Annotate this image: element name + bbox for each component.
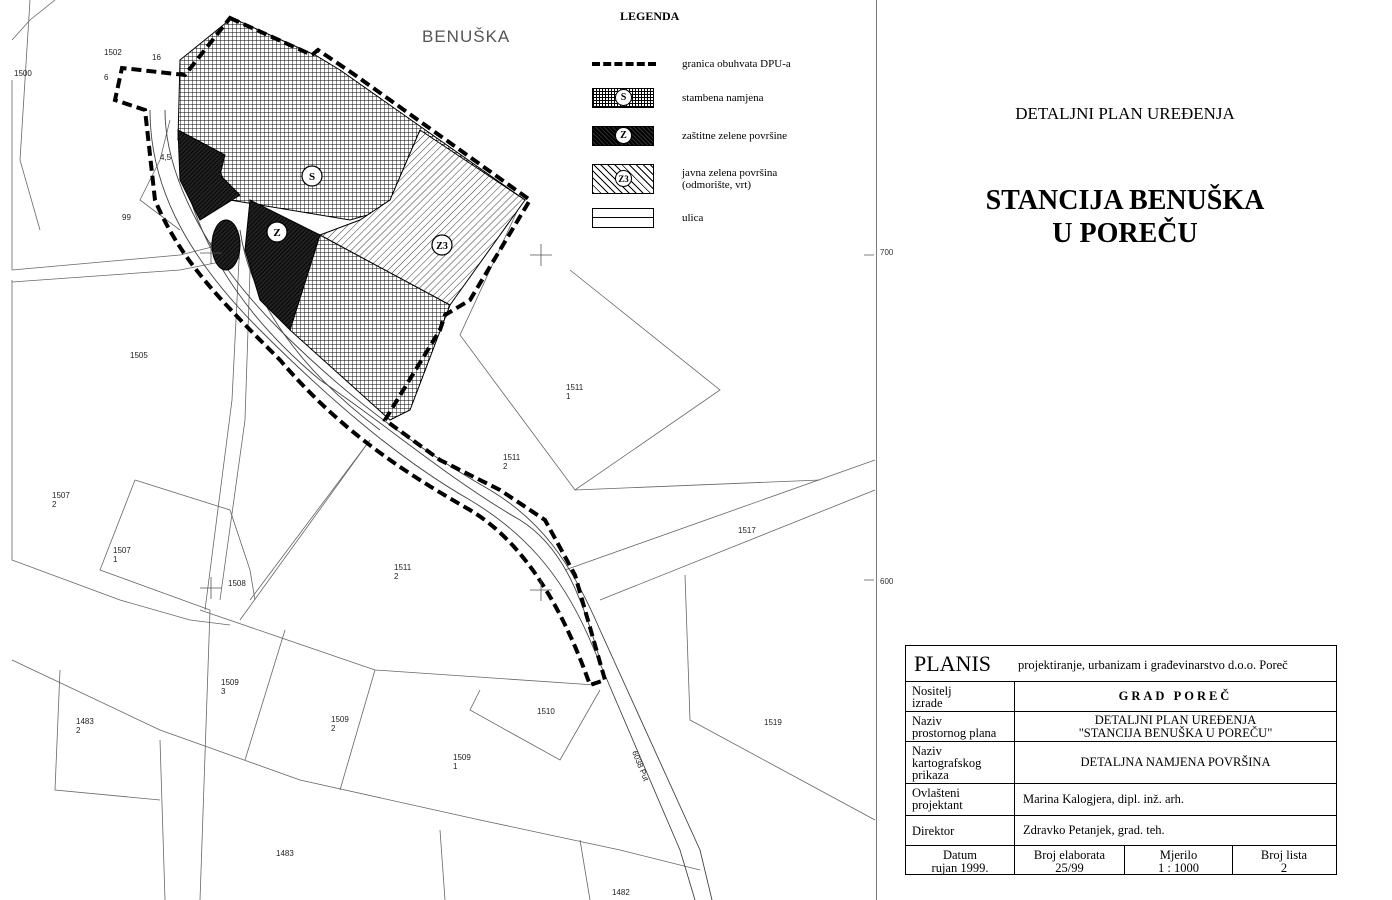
title-block	[905, 645, 1337, 875]
parcel-label: 1509 3	[221, 678, 239, 696]
legend-label: ulica	[682, 212, 704, 224]
row-label: Direktor	[912, 824, 955, 838]
legend-label: granica obuhvata DPU-a	[682, 58, 791, 70]
svg-text:S: S	[308, 171, 316, 183]
footer-label: Broj elaborata	[1033, 848, 1106, 862]
legend-item-javna	[592, 164, 777, 194]
company-name: PLANIS	[914, 651, 992, 676]
footer-label: Mjerilo	[1159, 848, 1198, 862]
footer-row	[906, 846, 1336, 874]
parcel-label: 1509 1	[453, 753, 471, 771]
legend-label: zaštitne zelene površine	[682, 130, 788, 142]
parcel-label: 1511 2	[394, 563, 412, 581]
company-row	[906, 646, 1336, 682]
parcel-label: 1517	[738, 526, 756, 535]
dense-hatch-swatch	[592, 126, 654, 146]
parcel-label: 1509 2	[331, 715, 349, 733]
parcel-label: 1507 1	[113, 546, 131, 564]
company-description: projektiranje, urbanizam i građevinarstvo d.o.o. Poreč	[1018, 658, 1288, 672]
parcel-label: 1502	[104, 48, 122, 57]
parcel-label: 1508	[228, 579, 246, 588]
footer-value: 25/99	[1055, 861, 1084, 875]
legend-item-zastitne	[592, 126, 787, 146]
legend-item-boundary	[592, 58, 791, 70]
plan-name-line: STANCIJA BENUŠKA	[985, 185, 1265, 216]
parcel-label: 1505	[130, 351, 148, 360]
row-value: DETALJNA NAMJENA POVRŠINA	[1014, 742, 1336, 783]
plan-name-title	[900, 184, 1350, 250]
zone-symbol-s	[302, 166, 322, 186]
row-nositelj	[906, 682, 1336, 712]
footer-label: Datum	[942, 848, 978, 862]
parcel-label: 1483 2	[76, 717, 94, 735]
street-swatch	[592, 208, 654, 228]
footer-value: 2	[1280, 861, 1288, 875]
coord-700: 700	[880, 248, 894, 257]
legend-label: javna zelena površina (odmorište, vrt)	[682, 167, 778, 191]
parcel-label: 1483	[276, 849, 294, 858]
zone-symbol-badge: S	[615, 89, 632, 106]
zone-symbol-z3	[432, 235, 452, 255]
parcel-label: 1510	[537, 707, 555, 716]
parcel-label: 99	[122, 213, 131, 222]
row-direktor	[906, 816, 1336, 846]
zone-symbol-badge: Z3	[615, 170, 632, 187]
map-frame-border	[876, 0, 877, 900]
footer-cell-mjerilo	[1124, 846, 1232, 874]
hatch-swatch	[592, 164, 654, 194]
parcel-label: 1519	[764, 718, 782, 727]
boundary-line-swatch	[592, 62, 656, 66]
footer-value: rujan 1999.	[931, 861, 989, 875]
row-value: Zdravko Petanjek, grad. teh.	[1014, 816, 1336, 845]
row-label: Ovlašteni projektant	[912, 786, 963, 812]
footer-value: 1 : 1000	[1158, 861, 1199, 875]
parcel-label: 1511 1	[566, 383, 584, 401]
row-value: DETALJNI PLAN UREĐENJA "STANCIJA BENUŠKA U POREČU"	[1014, 712, 1336, 741]
row-value: Marina Kalogjera, dipl. inž. arh.	[1014, 784, 1336, 815]
parcel-label: 1511 2	[503, 453, 521, 471]
row-label: Naziv prostornog plana	[912, 714, 997, 740]
parcel-label: 16	[152, 53, 161, 62]
footer-cell-datum	[906, 846, 1014, 874]
parcel-label: 6	[104, 73, 109, 82]
plan-name-line: U POREČU	[1052, 218, 1198, 249]
legend-item-stambena	[592, 88, 764, 108]
row-naziv-plana	[906, 712, 1336, 742]
legend-label: stambena namjena	[682, 92, 764, 104]
row-naziv-prikaza	[906, 742, 1336, 784]
row-label: Naziv kartografskog prikaza	[912, 744, 982, 782]
svg-text:Z: Z	[273, 227, 281, 239]
zone-symbol-badge: Z	[615, 127, 632, 144]
legend-item-ulica	[592, 208, 703, 228]
legend-title: LEGENDA	[620, 9, 680, 23]
row-value: GRAD POREČ	[1014, 682, 1336, 711]
row-projektant	[906, 784, 1336, 816]
zone-symbol-z	[267, 222, 287, 242]
footer-cell-broj-elaborata	[1014, 846, 1124, 874]
plan-type-title: DETALJNI PLAN UREĐENJA	[1015, 104, 1235, 123]
parcel-label: 1482	[612, 888, 630, 897]
row-label: Nositelj izrade	[912, 684, 952, 710]
footer-label: Broj lista	[1260, 848, 1308, 862]
parcel-label: 1507 2	[52, 491, 70, 509]
parcel-label: 1500	[14, 69, 32, 78]
road-label: 6038 Put	[630, 749, 651, 783]
svg-text:Z3: Z3	[436, 241, 448, 252]
coord-600: 600	[880, 577, 894, 586]
place-name: BENUŠKA	[422, 27, 511, 46]
grid-swatch	[592, 88, 654, 108]
parcel-label: 4,5	[160, 153, 172, 162]
footer-cell-broj-lista	[1232, 846, 1335, 874]
